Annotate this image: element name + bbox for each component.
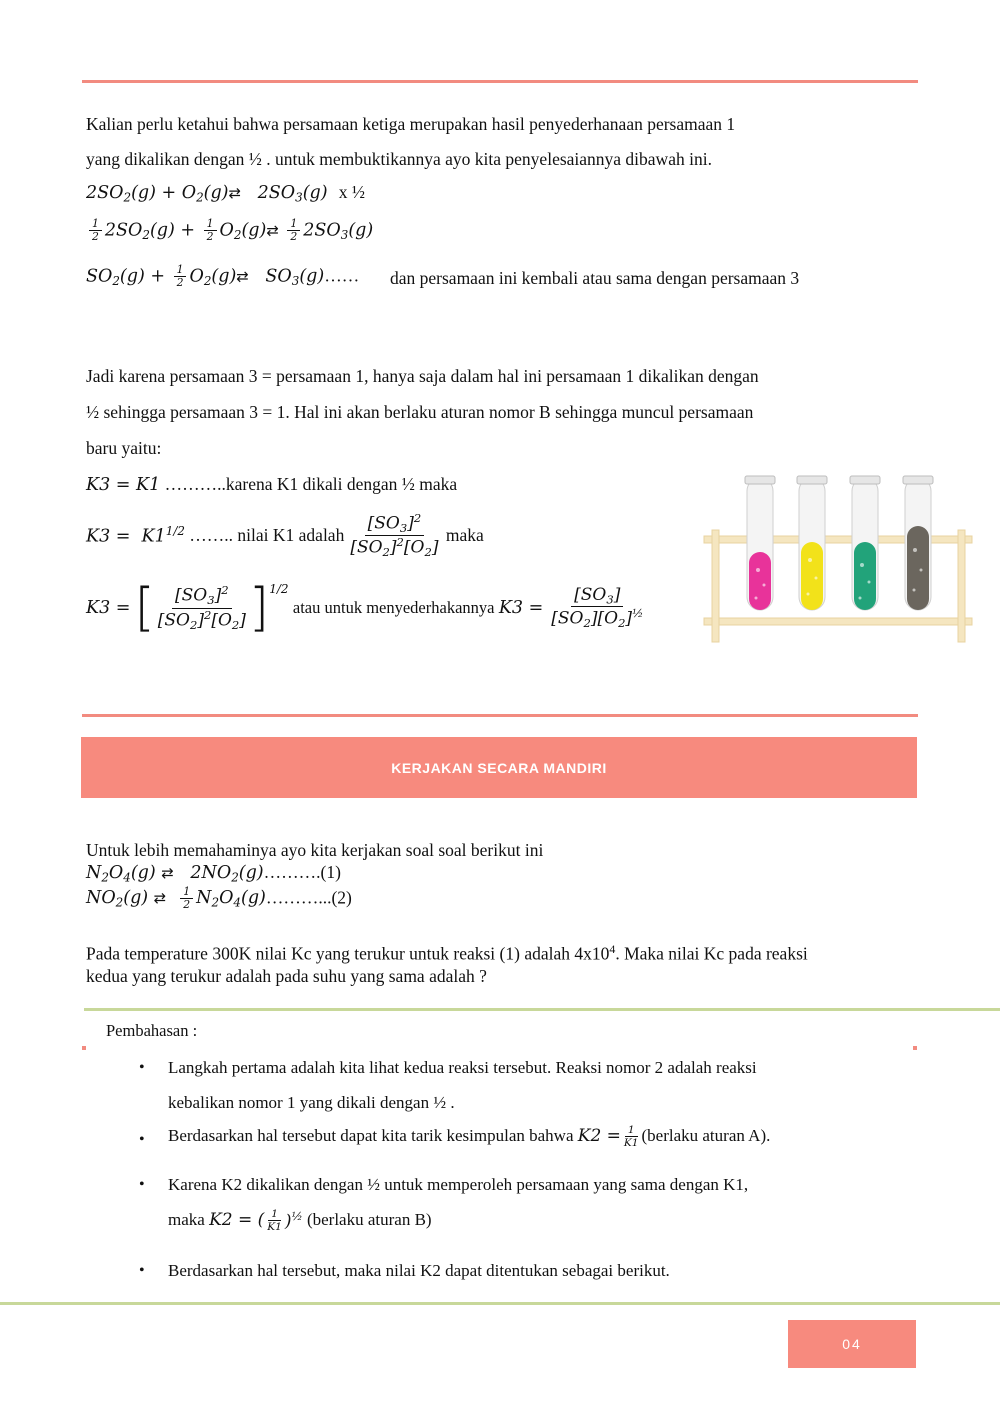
bullet-3-prefix: maka (168, 1210, 205, 1230)
tube-yellow (797, 476, 827, 610)
question-text-a: Pada temperature 300K nilai Kc yang terukur untuk reaksi (1) adalah 4x10 (86, 943, 610, 964)
tube-pink (745, 476, 775, 610)
discussion-bottom-rule (0, 1302, 1000, 1305)
paragraph2-line-2: ½ sehingga persamaan 3 = 1. Hal ini akan berlaku aturan nomor B sehingga muncul persamaan (86, 402, 754, 422)
k3-line-2-text: …….. nilai K1 adalah (189, 525, 345, 546)
bullet-1-line-1-text: Langkah pertama adalah kita lihat kedua reaksi tersebut. Reaksi nomor 2 adalah reaksi (168, 1058, 757, 1077)
bullet-4-dot: • (139, 1262, 145, 1279)
bullet-2-dot: • (139, 1131, 145, 1148)
top-divider (82, 80, 918, 83)
equation-3-note: dan persamaan ini kembali atau sama dengan persamaan 3 (390, 268, 800, 288)
discussion-top-rule (84, 1008, 1000, 1011)
k3-line-3: K3 = [ $\frac{[SO_3]^2}{[SO_2]^2[O_2]}$ ] 1/2 atau untuk menyederhakannya K3 = $\frac{[SO_3]}{[SO_2][O_2]^{\frac{1}{2}}}$ (86, 578, 644, 638)
exercise-reaction-1: $N_2O_4(g)$ ⇄ $2NO_2(g)\dots\dots\dots.(1)$ (86, 862, 341, 885)
intro-line-1-text: Kalian perlu ketahui bahwa persamaan ketiga merupakan hasil penyederhanaan persamaan 1 (86, 114, 736, 134)
bullet-3-line-2: maka K2 = ( $\frac{1}{K1}$ )$^{\frac{1}{2}}$ (berlaku aturan B) (168, 1208, 432, 1234)
exercise-question-line-1 (86, 942, 808, 965)
equation-3-dots: …… (324, 265, 360, 286)
bullet-1-line-2: kebalikan nomor 1 yang dikali dengan ½ . (168, 1093, 455, 1112)
intro-line-2: yang dikalikan dengan ½ . untuk membuktikannya ayo kita penyelesaiannya dibawah ini. (86, 149, 712, 169)
discussion-corner-mark-right (913, 1046, 917, 1050)
tube-gray (903, 476, 933, 610)
intro-line-1 (86, 114, 872, 135)
exercise-reaction-2-label: ………...(2) (265, 887, 352, 908)
exercise-reaction-1-label: ……….(1) (263, 862, 341, 882)
bullet-1-dot: • (139, 1059, 145, 1076)
k3-line-1: K3 = K1 ………..karena K1 dikali dengan ½ maka (86, 474, 458, 495)
bullet-3-after: (berlaku aturan B) (306, 1210, 432, 1230)
paragraph2-line-3: baru yaitu: (86, 438, 162, 458)
k3-line-3-text: atau untuk menyederhakannya (292, 598, 495, 618)
equation-1: $2SO_2(g)$ + $O_2(g)⇄$ $2SO_3(g)$ x ½ (86, 182, 365, 205)
equation-3: $SO_2(g)$ + $\frac{1}{2}$ $O_2(g)⇄$ $SO_3(g)\dots\dots$ (86, 263, 360, 290)
test-tubes-illustration (702, 470, 974, 650)
k3-line-2-after: maka (445, 525, 484, 546)
k3-line-2: $K3 = K1^{1/2}$ …….. nilai K1 adalah $\frac{[SO_3]^2}{[SO_2]^2[O_2]}$ maka (86, 511, 484, 559)
bullet-2-text: Berdasarkan hal tersebut dapat kita tarik kesimpulan bahwa (168, 1126, 574, 1146)
bullet-3-dot: • (139, 1176, 145, 1193)
page-number: 04 (842, 1336, 862, 1352)
exercise-reaction-2: $NO_2(g)$ ⇄ $\frac{1}{2}$ $N_2O_4(g)\dots\dots\dots...(2)$ (86, 885, 352, 912)
section-banner-title: KERJAKAN SECARA MANDIRI (391, 759, 607, 776)
bullet-4: Berdasarkan hal tersebut, maka nilai K2 dapat ditentukan sebagai berikut. (168, 1261, 670, 1280)
tube-green (850, 476, 880, 610)
section-divider (82, 714, 918, 717)
equation-1-multiplier: x ½ (338, 182, 365, 202)
page-number-badge (788, 1320, 916, 1368)
exercise-intro: Untuk lebih memahaminya ayo kita kerjakan soal soal berikut ini (86, 840, 544, 860)
discussion-corner-mark-left (82, 1046, 86, 1050)
section-banner (81, 737, 917, 798)
bullet-2-after: (berlaku aturan A). (641, 1126, 771, 1146)
bullet-2: Berdasarkan hal tersebut dapat kita tarik kesimpulan bahwa K2 = $\frac{1}{K1}$ (berlaku aturan A). (168, 1124, 771, 1150)
exercise-question-line-2: kedua yang terukur adalah pada suhu yang sama adalah ? (86, 966, 487, 986)
k3-line-1-text: ………..karena K1 dikali dengan ½ maka (164, 474, 458, 494)
paragraph2-line-1: Jadi karena persamaan 3 = persamaan 1, hanya saja dalam hal ini persamaan 1 dikalikan dengan (86, 366, 759, 386)
question-text-b: . Maka nilai Kc pada reaksi (615, 943, 808, 964)
question-exponent: 4 (609, 942, 616, 956)
equation-2: $\frac{1}{2}$ $2SO_2(g)$ + $\frac{1}{2}$ $O_2(g)⇄$ $\frac{1}{2}$ $2SO_3(g)$ (86, 218, 373, 244)
bullet-3-line-1: Karena K2 dikalikan dengan ½ untuk memperoleh persamaan yang sama dengan K1, (168, 1175, 749, 1194)
bullet-1-line-1 (168, 1058, 898, 1078)
discussion-heading: Pembahasan : (106, 1021, 198, 1040)
